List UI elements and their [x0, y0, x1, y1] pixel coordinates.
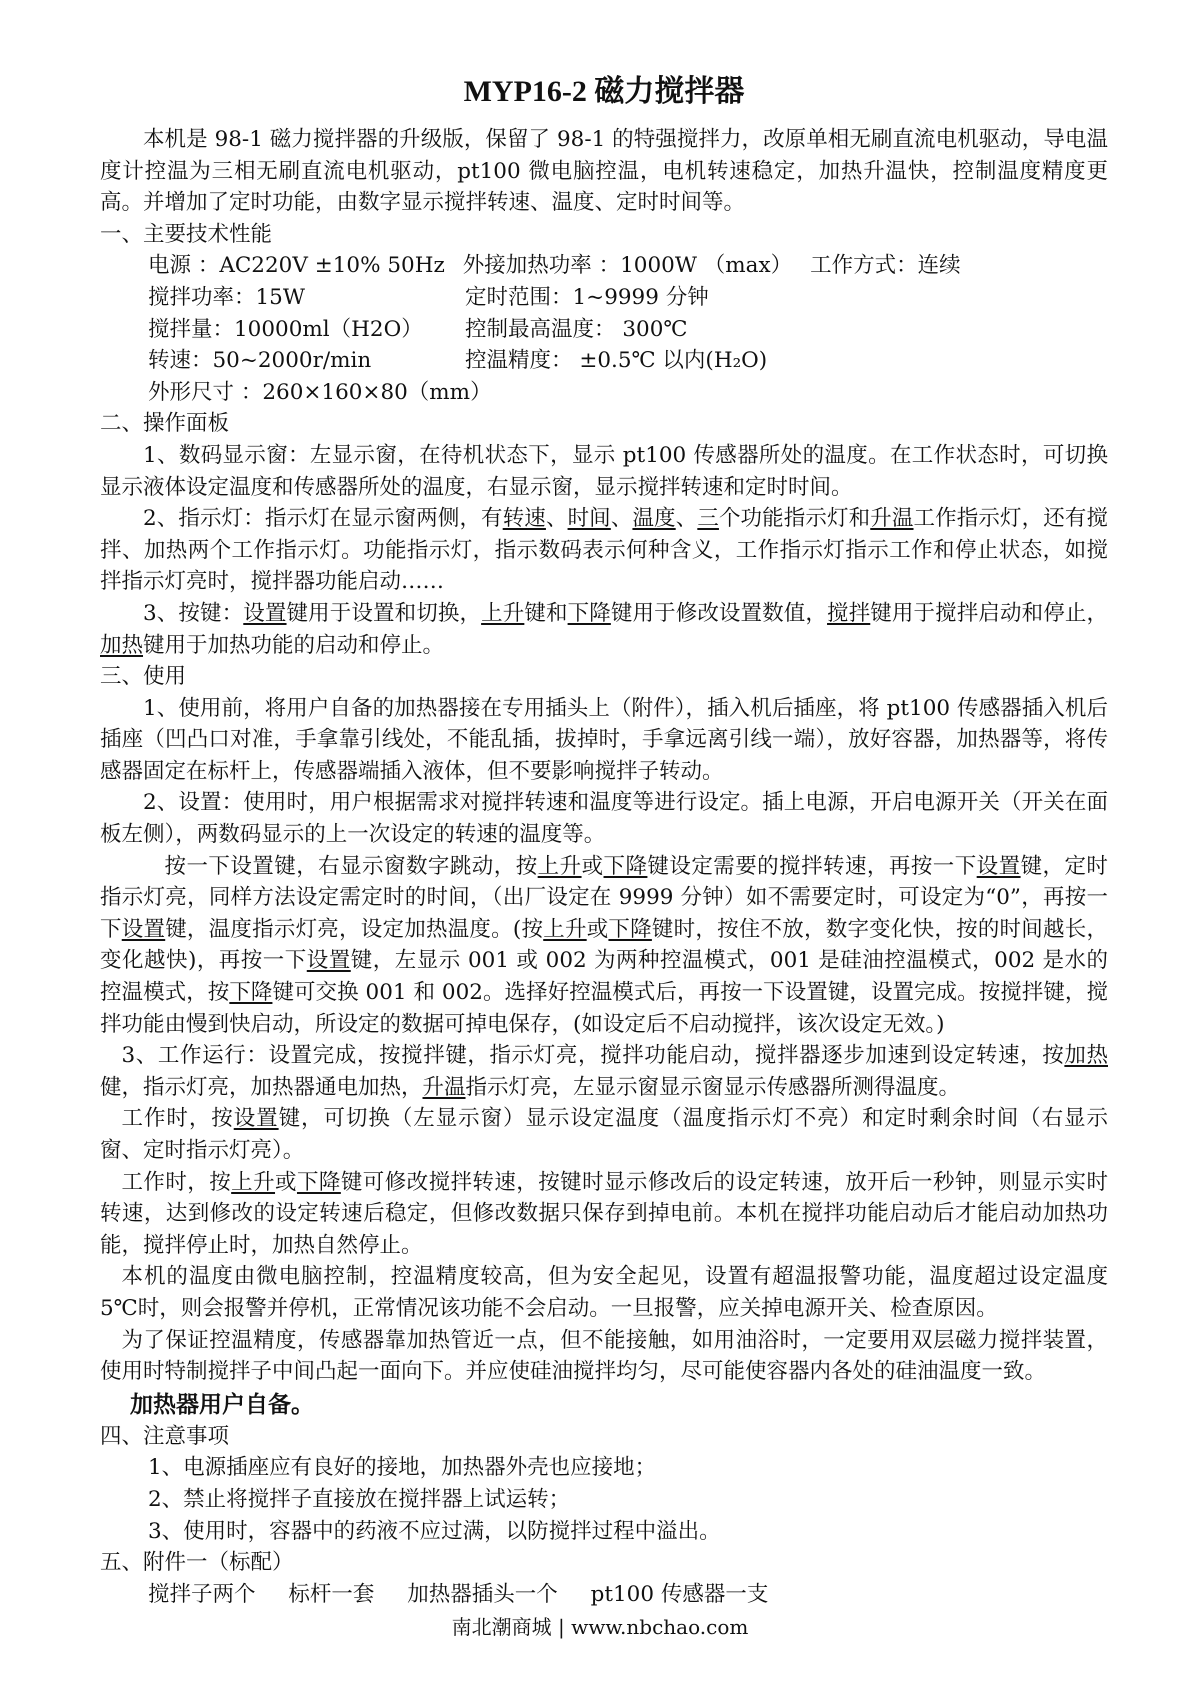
text-segment: 键和	[524, 600, 568, 626]
usage-paragraph	[100, 1167, 1108, 1262]
text-segment: 按一下设置键，右显示窗数字跳动，按	[164, 853, 538, 879]
key-term: 升温	[422, 1074, 466, 1100]
key-term: 搅拌	[827, 600, 871, 626]
section-heading-specs: 一、主要技术性能	[100, 221, 273, 247]
text-segment: 或	[275, 1169, 297, 1195]
list-item: 搅拌子两个	[148, 1581, 256, 1607]
panel-paragraph	[100, 440, 1108, 503]
key-term: 升温	[870, 506, 914, 532]
text-segment: 键设定需要的搅拌转速，再按一下	[647, 853, 977, 879]
key-term: 下降	[608, 916, 652, 942]
key-term: 上升	[537, 853, 582, 879]
text-segment: 键可交换 001 和 002。选择好控温模式后，再按一下设置键，设置完成。按搅拌键，搅拌功能由慢到快启动，所设定的数据可掉电保存，(如设定后不启动搅拌，该次设定无效。)	[100, 980, 1108, 1037]
spec-cell: 控温精度： ±0.5℃ 以内(H₂O)	[465, 348, 768, 374]
section-heading-cautions: 四、注意事项	[100, 1423, 230, 1449]
text-segment: 键用于修改设置数值，	[610, 600, 828, 626]
spec-cell: 外形尺寸 ：260×160×80（mm）	[148, 379, 492, 405]
text-segment: 键，定时指示灯亮，同样方法设定需定时的时间，（出厂设定在 9999 分钟）如不需要定时，可设定为“0”，再按一下	[100, 853, 1108, 942]
spec-cell: 转速：50~2000r/min	[148, 348, 372, 374]
text-segment: 键时，按住不放，数字变化快，按的时间越长，变化越快)，再按一下	[100, 916, 1108, 974]
text-segment: 键，左显示 001 或 002 为两种控温模式，001 是硅油控温模式，002 是水的控温模式，按	[100, 948, 1109, 1006]
key-term: 下降	[296, 1169, 341, 1195]
spec-row	[148, 314, 1108, 346]
key-term: 转速	[502, 506, 546, 532]
spec-cell: 外接加热功率 ：1000W （max）	[462, 253, 793, 279]
text-segment: 键用于加热功能的启动和停止。	[143, 632, 445, 658]
usage-paragraph	[100, 1040, 1108, 1103]
usage-paragraph	[100, 693, 1108, 788]
document-title: MYP16-2 磁力搅拌器	[463, 75, 745, 108]
key-term: 设置	[976, 853, 1021, 879]
intro-paragraph	[100, 124, 1108, 219]
key-term: 设置	[306, 948, 351, 974]
spec-cell: 搅拌量：10000ml（H2O）	[148, 316, 423, 342]
spec-row	[148, 282, 1108, 314]
key-term: 加热	[1064, 1043, 1108, 1069]
usage-paragraph	[100, 1325, 1108, 1388]
accessories-list	[148, 1579, 1108, 1611]
list-item: 加热器插头一个	[407, 1581, 558, 1607]
spec-cell: 控制最高温度： 300℃	[465, 316, 688, 342]
section-heading-accessories: 五、附件一（标配）	[100, 1550, 294, 1576]
key-term: 上升	[543, 916, 587, 942]
spec-table	[100, 250, 1108, 408]
usage-paragraph	[100, 851, 1108, 1041]
key-term: 时间	[567, 506, 611, 532]
key-term: 设置	[121, 916, 166, 942]
text-segment: 键，温度指示灯亮，设定加热温度。(按	[165, 916, 544, 942]
list-item: 2、禁止将搅拌子直接放在搅拌器上试运转；	[148, 1486, 571, 1512]
section-heading-panel: 二、操作面板	[100, 411, 230, 437]
heater-note: 加热器用户自备。	[130, 1390, 314, 1418]
text-segment: 工作指示灯，还有搅拌、加热两个工作指示灯。功能指示灯，指示数码表示何种含义，工作指示灯指示工作和停止状态，如搅拌指示灯亮时，搅拌器功能启动……	[100, 506, 1108, 595]
key-term: 温度	[632, 506, 676, 532]
section-heading-usage: 三、使用	[100, 664, 187, 690]
panel-paragraph	[100, 598, 1108, 661]
cautions-list	[148, 1452, 1108, 1547]
list-item: 3、使用时，容器中的药液不应过满，以防搅拌过程中溢出。	[148, 1518, 721, 1544]
list-item: 标杆一套	[288, 1581, 375, 1607]
list-item: 1、电源插座应有良好的接地，加热器外壳也应接地；	[148, 1455, 657, 1481]
text-segment: 本机的温度由微电脑控制，控温精度较高，但为安全起见，设置有超温报警功能，温度超过设定温度 5℃时，则会报警并停机，正常情况该功能不会启动。一旦报警，应关掉电源开关、检查原因。	[100, 1264, 1108, 1321]
key-term: 加热	[100, 632, 144, 658]
usage-paragraph	[100, 787, 1108, 850]
text-segment: 键用于设置和切换，	[286, 600, 482, 626]
text-segment: 3、按键：	[143, 600, 244, 626]
key-term: 下降	[603, 853, 648, 879]
text-segment: 健，指示灯亮，加热器通电加热，	[100, 1074, 423, 1100]
text-segment: 2、设置：使用时，用户根据需求对搅拌转速和温度等进行设定。插上电源，开启电源开关（开关在面板左侧），两数码显示的上一次设定的转速的温度等。	[100, 790, 1108, 848]
key-term: 上升	[481, 600, 525, 626]
text-segment: 、	[675, 506, 698, 532]
document-page	[100, 0, 1108, 1610]
text-segment: 1、数码显示窗：左显示窗，在待机状态下，显示 pt100 传感器所处的温度。在工作状态时，可切换显示液体设定温度和传感器所处的温度，右显示窗，显示搅拌转速和定时时间。	[100, 442, 1108, 500]
usage-paragraph	[100, 1103, 1108, 1166]
panel-paragraph	[100, 503, 1108, 598]
text-segment: 键用于搅拌启动和停止，	[870, 600, 1108, 626]
list-item: pt100 传感器一支	[590, 1581, 769, 1607]
text-segment: 键，可切换（左显示窗）显示设定温度（温度指示灯不亮）和定时剩余时间（右显示窗、定时指示灯亮）。	[100, 1106, 1108, 1163]
spec-cell: 工作方式：连续	[810, 253, 961, 279]
text-segment: 键可修改搅拌转速，按键时显示修改后的设定转速，放开后一秒钟，则显示实时转速，达到修改的设定转速后稳定，但修改数据只保存到掉电前。本机在搅拌功能启动后才能启动加热功能，搅拌停止时，加热自然停止。	[100, 1169, 1108, 1258]
key-term: 三	[697, 506, 719, 532]
spec-cell: 电源 ：AC220V ±10% 50Hz	[148, 253, 445, 279]
text-segment: 指示灯亮，左显示窗显示窗显示传感器所测得温度。	[465, 1074, 961, 1100]
text-segment: 或	[581, 853, 604, 879]
text-segment: 个功能指示灯和	[718, 506, 871, 532]
text-segment: 3、工作运行：设置完成，按搅拌键，指示灯亮，搅拌功能启动，搅拌器逐步加速到设定转速，按	[121, 1043, 1065, 1069]
text-segment: 本机是 98-1 磁力搅拌器的升级版，保留了 98-1 的特强搅拌力，改原单相无刷直流电机驱动，导电温度计控温为三相无刷直流电机驱动，pt100 微电脑控温，电机转速稳定，加热升温快，控制温度精度更高。并增加了定时功能，由数字显示搅拌转速、温度、定时时间等。	[100, 127, 1108, 216]
text-segment: 2、指示灯：指示灯在显示窗两侧，有	[143, 506, 503, 532]
key-term: 设置	[233, 1106, 279, 1132]
spec-row	[148, 345, 1108, 408]
key-term: 下降	[567, 600, 611, 626]
spec-cell: 搅拌功率：15W	[148, 284, 305, 310]
spec-row	[148, 250, 1108, 282]
text-segment: 、	[610, 506, 633, 532]
text-segment: 工作时，按	[121, 1106, 234, 1132]
text-segment: 、	[545, 506, 568, 532]
spec-cell: 定时范围：1~9999 分钟	[465, 284, 709, 310]
key-term: 设置	[243, 600, 287, 626]
text-segment: 为了保证控温精度，传感器靠加热管近一点，但不能接触，如用油浴时，一定要用双层磁力搅拌装置，使用时特制搅拌子中间凸起一面向下。并应使硅油搅拌均匀，尽可能使容器内各处的硅油温度一致。	[100, 1327, 1108, 1385]
text-segment: 工作时，按	[121, 1169, 232, 1195]
key-term: 上升	[231, 1169, 276, 1195]
text-segment: 或	[586, 916, 609, 942]
text-segment: 1、使用前，将用户自备的加热器接在专用插头上（附件），插入机后插座，将 pt100 传感器插入机后插座（凹凸口对准，手拿靠引线处，不能乱插，拔掉时，手拿远离引线一端），放好容器，加热器等，将传感器固定在标杆上，传感器端插入液体，但不要影响搅拌子转动。	[100, 695, 1108, 784]
footer-text: 南北潮商城 | www.nbchao.com	[451, 1615, 749, 1640]
usage-paragraph	[100, 1261, 1108, 1324]
key-term: 下降	[229, 980, 273, 1006]
